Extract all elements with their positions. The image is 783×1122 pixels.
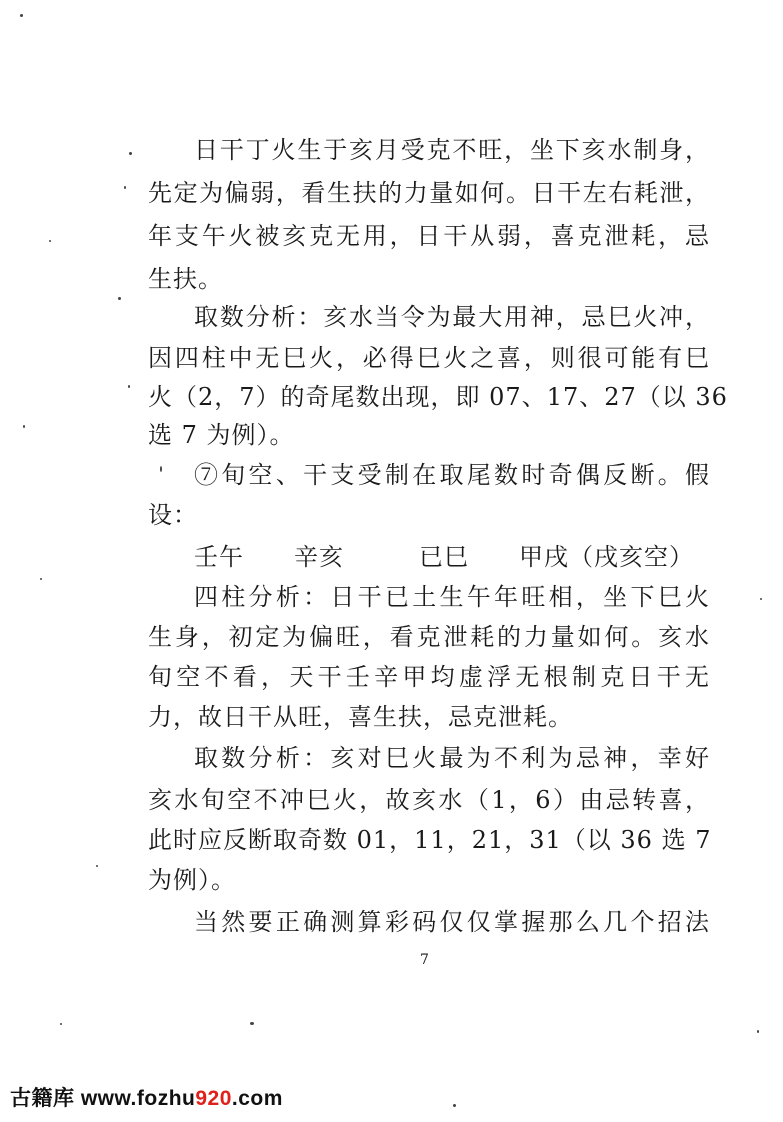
text-line-4: 生扶。 bbox=[148, 265, 223, 293]
scan-speck bbox=[60, 1023, 62, 1025]
scan-speck bbox=[453, 1104, 456, 1107]
scan-speck bbox=[96, 865, 98, 867]
scan-speck bbox=[124, 186, 126, 189]
text-line-7: 火（2，7）的奇尾数出现，即 07、17、27（以 36 bbox=[148, 383, 728, 411]
scan-speck bbox=[118, 297, 121, 300]
text-line-9: ⑦旬空、干支受制在取尾数时奇偶反断。假 bbox=[194, 461, 710, 489]
watermark-text-1: 古籍库 www.fozhu bbox=[10, 1087, 196, 1110]
watermark-text-3: .com bbox=[231, 1087, 283, 1110]
text-line-8: 选 7 为例）。 bbox=[148, 421, 295, 449]
scan-speck bbox=[160, 466, 162, 472]
scan-speck bbox=[760, 598, 762, 600]
scan-speck bbox=[129, 152, 132, 155]
text-line-1: 日干丁火生于亥月受克不旺，坐下亥水制身， bbox=[194, 136, 710, 164]
text-line-5: 取数分析：亥水当令为最大用神，忌巳火冲， bbox=[194, 303, 710, 331]
text-line-15: 力，故日干从旺，喜生扶，忌克泄耗。 bbox=[148, 703, 573, 731]
scan-speck bbox=[250, 1022, 254, 1025]
text-line-18: 此时应反断取奇数 01，11，21，31（以 36 选 7 bbox=[148, 826, 712, 854]
site-watermark bbox=[10, 1085, 283, 1113]
scan-speck bbox=[757, 1030, 759, 1033]
scan-speck bbox=[23, 425, 25, 428]
text-line-19: 为例）。 bbox=[148, 866, 236, 894]
text-line-14: 旬空不看，天干壬辛甲均虚浮无根制克日干无 bbox=[148, 663, 710, 691]
text-line-2: 先定为偏弱，看生扶的力量如何。日干左右耗泄， bbox=[148, 179, 710, 207]
scan-speck bbox=[20, 14, 23, 17]
scan-speck bbox=[49, 240, 51, 242]
text-line-13: 生身，初定为偏旺，看克泄耗的力量如何。亥水 bbox=[148, 623, 710, 651]
text-line-17: 亥水旬空不冲巳火，故亥水（1，6）由忌转喜， bbox=[148, 786, 710, 814]
text-line-10: 设： bbox=[148, 501, 198, 529]
text-line-16: 取数分析：亥对巳火最为不利为忌神，幸好 bbox=[194, 744, 710, 772]
scan-speck bbox=[40, 578, 42, 580]
text-line-20: 当然要正确测算彩码仅仅掌握那么几个招法 bbox=[194, 908, 710, 936]
scan-speck bbox=[128, 385, 130, 388]
text-line-11: 壬午 辛亥 已巳 甲戌（戌亥空） bbox=[194, 543, 694, 571]
text-line-6: 因四柱中无巳火，必得巳火之喜，则很可能有巳 bbox=[148, 344, 710, 372]
watermark-text-2: 920 bbox=[195, 1087, 232, 1110]
page-number: 7 bbox=[420, 952, 429, 968]
text-line-3: 年支午火被亥克无用，日干从弱，喜克泄耗，忌 bbox=[148, 222, 710, 250]
text-line-12: 四柱分析：日干已土生午年旺相，坐下巳火 bbox=[194, 583, 710, 611]
